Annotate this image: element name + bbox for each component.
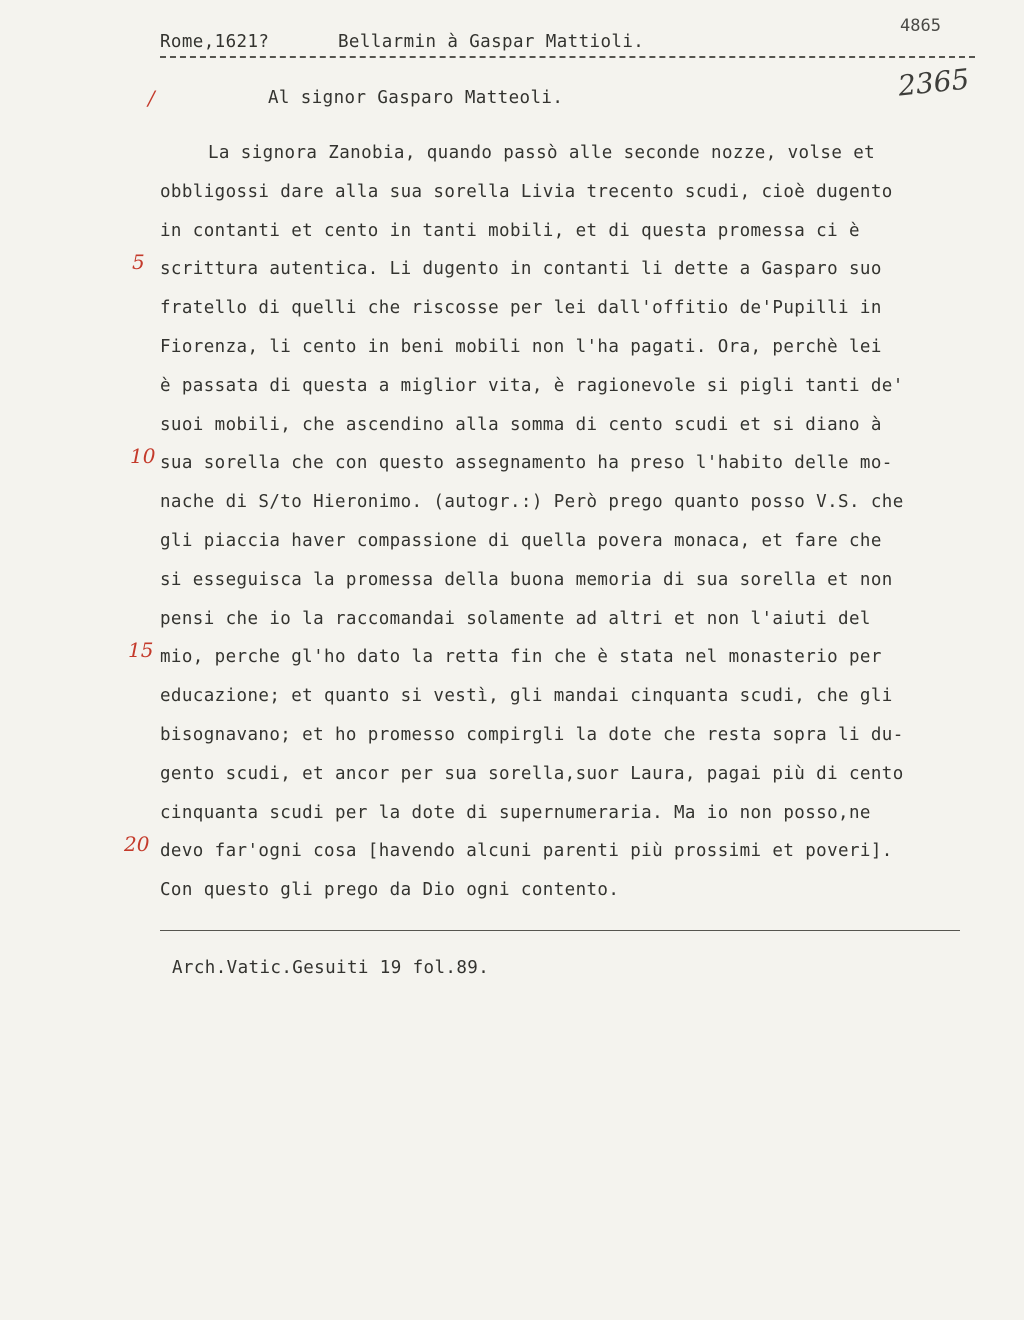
- body-line: in contanti et cento in tanti mobili, et di questa promessa ci è: [160, 220, 860, 241]
- body-line: bisognavano; et ho promesso compirgli la dote che resta sopra li du-: [160, 724, 904, 745]
- header-title: Bellarmin à Gaspar Mattioli.: [338, 32, 645, 52]
- header-place-date: Rome,1621?: [160, 32, 270, 52]
- greeting: Al signor Gasparo Matteoli.: [268, 88, 564, 108]
- handwritten-number: 2365: [896, 62, 971, 103]
- margin-mark-15: 15: [128, 638, 154, 662]
- body-line: devo far'ogni cosa [havendo alcuni parenti più prossimi et poveri].: [160, 841, 893, 862]
- body-line: è passata di questa a miglior vita, è ragionevole si pigli tanti de': [160, 375, 904, 396]
- body-line: obbligossi dare alla sua sorella Livia trecento scudi, cioè dugento: [160, 181, 893, 202]
- body-line: gli piaccia haver compassione di quella povera monaca, et fare che: [160, 530, 882, 551]
- body-line: gento scudi, et ancor per sua sorella,suor Laura, pagai più di cento: [160, 763, 904, 784]
- body-line: La signora Zanobia, quando passò alle seconde nozze, volse et: [208, 143, 876, 163]
- body-line: si esseguisca la promessa della buona memoria di sua sorella et non: [160, 569, 893, 590]
- body-line: suoi mobili, che ascendino alla somma di cento scudi et si diano à: [160, 414, 882, 435]
- margin-mark-1: /: [148, 86, 155, 110]
- letter-body: [160, 134, 990, 910]
- body-line: Con questo gli prego da Dio ogni contento.: [160, 880, 620, 901]
- body-line: sua sorella che con questo assegnamento ha preso l'habito delle mo-: [160, 453, 893, 474]
- body-line: mio, perche gl'ho dato la retta fin che è stata nel monasterio per: [160, 647, 882, 668]
- body-line: scrittura autentica. Li dugento in contanti li dette a Gasparo suo: [160, 259, 882, 280]
- body-line: educazione; et quanto si vestì, gli mandai cinquanta scudi, che gli: [160, 686, 893, 707]
- archive-reference: Arch.Vatic.Gesuiti 19 fol.89.: [172, 958, 490, 978]
- body-line: cinquanta scudi per la dote di supernumeraria. Ma io non posso,ne: [160, 802, 871, 823]
- body-line: pensi che io la raccomandai solamente ad altri et non l'aiuti del: [160, 608, 871, 629]
- margin-mark-5: 5: [132, 250, 145, 274]
- body-line: Fiorenza, li cento in beni mobili non l'ha pagati. Ora, perchè lei: [160, 336, 882, 357]
- margin-mark-10: 10: [130, 444, 156, 468]
- header-rule: [160, 56, 975, 58]
- margin-mark-20: 20: [124, 832, 150, 856]
- body-line: fratello di quelli che riscosse per lei dall'offitio de'Pupilli in: [160, 298, 882, 319]
- body-line: nache di S/to Hieronimo. (autogr.:) Però prego quanto posso V.S. che: [160, 492, 904, 513]
- footer-rule: [160, 930, 960, 931]
- stamp-number: 4865: [900, 16, 941, 36]
